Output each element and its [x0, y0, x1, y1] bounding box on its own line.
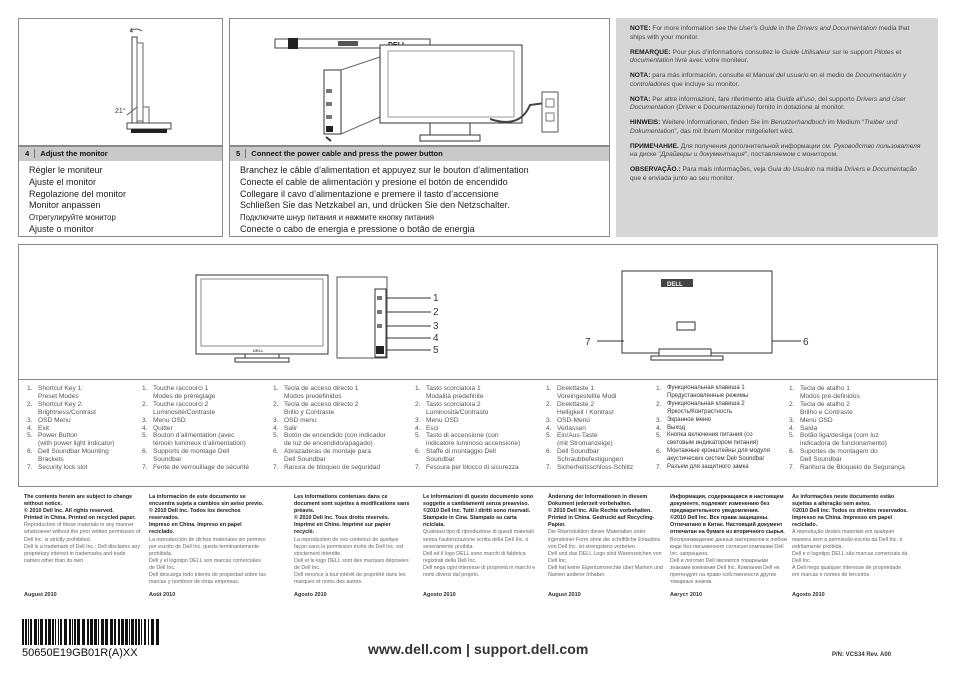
step5-header [230, 147, 609, 161]
legend-item [27, 425, 155, 433]
callout-1: 1 [433, 293, 439, 304]
barcode-bar [98, 619, 99, 645]
legend-item-number: 2. [273, 400, 279, 408]
step5-text-panel [229, 146, 610, 237]
legend-item-text: Botão liga/desliga (com luz indicadora de funcionamento) [800, 432, 887, 448]
legend-column [142, 385, 270, 472]
step5-illustration-panel [229, 18, 610, 146]
legal-column [149, 494, 266, 586]
legend-item-text: Ranura de bloqueo de seguridad [284, 464, 381, 472]
legal-column [792, 494, 909, 579]
barcode-bar [34, 619, 37, 645]
callout-7: 7 [585, 337, 591, 348]
legend-item-text: Fessura per blocco di sicurezza [426, 464, 519, 472]
barcode-bar [58, 619, 59, 645]
legend-item [415, 417, 543, 425]
legend-item [415, 432, 543, 448]
legend-item-text: Tecla de atalho 2 Brilho e Contraste [800, 400, 853, 416]
barcode-bar [52, 619, 54, 645]
step5-line: Conecte el cable de alimentación y presione el botón de encendido [240, 176, 508, 187]
step4-line: Régler le moniteur [29, 165, 103, 175]
barcode-bar [28, 619, 29, 645]
legend-item-number: 2. [27, 400, 33, 408]
legend-item [656, 385, 784, 401]
legend-item [789, 464, 917, 472]
legend-item-text: Dell Soundbar Mounting Brackets [38, 448, 109, 464]
legend-item-text: Dell Soundbar Schraubbefestigungen [557, 448, 623, 464]
legend-item-number: 4. [546, 424, 552, 432]
legend-item [142, 417, 270, 425]
legend-item-text: Экранное меню [667, 416, 711, 423]
legend-item-text: Tecla de acceso directo 1 Modos predefinidos [284, 385, 359, 400]
legend-item-number: 7. [546, 464, 552, 472]
legend-item-number: 1. [546, 385, 552, 392]
legend-item [415, 448, 543, 464]
legend-item [142, 448, 270, 464]
legal-body: A reprodução destes materiais em qualquer maneira sem a permissão escrita da Dell Inc. é estritamente proibida. Dell e o logotipo DELL são marcas comerciais da Dell Inc. A Dell nega qualquer interesse de propriedade em marcas e nomes de terceiros. [792, 529, 908, 579]
power-connection-illustration [230, 19, 611, 147]
barcode-bar [151, 619, 154, 645]
barcode-bar [45, 619, 47, 645]
notes-panel [616, 18, 938, 237]
legend-column [656, 385, 784, 472]
legend-item-text: Security lock slot [38, 464, 88, 472]
legend-item [789, 417, 917, 425]
legend-item-text: Menu OSD [800, 416, 833, 424]
legend-item-number: 3. [415, 416, 421, 424]
legend-item [142, 385, 270, 401]
step4-illustration-panel [18, 18, 223, 146]
barcode-bar [138, 619, 140, 645]
legend-item-number: 3. [273, 416, 279, 424]
legend-item-number: 1. [415, 385, 421, 392]
legend-item-text: Tasto scorciatoia 2 Luminosità/Contrasto [426, 400, 489, 416]
legend-item-number: 4. [789, 424, 795, 432]
legal-date: August 2010 [24, 592, 57, 598]
legend-item-text: Выход [667, 424, 685, 431]
legend-item-text: Suportes de montagem do Dell Soundbar [800, 448, 878, 464]
note-ru: ПРИМЕЧАНИЕ. Для получения дополнительной информации см. Руководство пользователя на диске "Драйверы и документация", поставляемом с монитором. [630, 142, 921, 158]
legend-item [273, 464, 401, 472]
barcode-bar [129, 619, 130, 645]
barcode-bar [72, 619, 73, 645]
legend-item-number: 7. [415, 464, 421, 472]
legend-item-number: 4. [142, 424, 148, 432]
legend-item-text: Разъем для защитного замка [667, 464, 749, 471]
legend-item [546, 432, 674, 448]
legend-item [273, 401, 401, 417]
legend-item [142, 432, 270, 448]
legend-item [27, 417, 155, 425]
legend-item-text: Tasto scorciatoia 1 Modalità predefinite [426, 385, 484, 400]
part-number: P/N: VCS34 Rev. A00 [832, 652, 892, 658]
legend-item [415, 385, 543, 401]
legend-item-number: 5. [656, 432, 662, 440]
barcode-bar [105, 619, 108, 645]
note-pt: OBSERVAÇÃO.: Para mais informações, veja Guia do Usuário na mídia Drivers e Documentação que é enviada junto ao seu monitor. [630, 166, 917, 182]
barcode-bar [125, 619, 128, 645]
legend-item-text: Power Button (with power light indicator) [38, 432, 115, 448]
barcode-bar [48, 619, 51, 645]
step4-line: Отрегулируйте монитор [29, 213, 116, 223]
step4-line: Ajuste o monitor [29, 223, 95, 234]
legend-item [656, 464, 784, 472]
step5-line: Conecte o cabo de energia e pressione o botão de energia [240, 223, 475, 234]
legend-item-number: 6. [789, 448, 795, 456]
barcode-bar [144, 619, 146, 645]
legend-item [27, 401, 155, 417]
barcode-bar [38, 619, 39, 645]
legend-item-text: Menu OSD [153, 416, 186, 424]
legal-heading: The contents herein are subject to change without notice. © 2010 Dell Inc. All rights reserved. Printed in China. Printed on recycled paper. [24, 494, 136, 522]
legend-item-number: 5. [273, 432, 279, 440]
legend-item-number: 6. [273, 448, 279, 456]
dell-logo: DELL [667, 282, 683, 288]
legend-item-text: Shortcut Key 1: Preset Modes [38, 385, 84, 400]
barcode-bar [148, 619, 149, 645]
legend-item [656, 425, 784, 433]
legend-item-text: Ein/Aus-Taste (mit Stromanzeige) [557, 432, 613, 448]
legend-item [546, 417, 674, 425]
step5-translations [240, 165, 529, 236]
note-de: HINWEIS: Weitere Informationen, finden Sie im Benutzerhandbuch im Medium “Treiber und Dokumentation”, das mit Ihrem Monitor mitgeliefert wird. [630, 119, 898, 135]
barcode-bar [82, 619, 85, 645]
barcode-bar [87, 619, 89, 645]
legend-item-number: 4. [656, 424, 662, 432]
legal-date: Agosto 2010 [792, 592, 825, 598]
legend-item-text: Функциональная клавиша 1 Предустановленные режимы [667, 385, 749, 399]
legend-item-number: 2. [546, 400, 552, 408]
legend-item [546, 464, 674, 472]
barcode [22, 619, 162, 645]
legal-column [24, 494, 141, 565]
legal-heading: Le informazioni di questo documento sono soggette a cambiamenti senza preavviso. ©2010 Dell Inc. Tutti i diritti sono riservati. Stampato in Cina. Stampato su carta riciclata. [423, 494, 534, 529]
legend-item [789, 425, 917, 433]
legend-item [273, 385, 401, 401]
legend-column [273, 385, 401, 472]
legend-item-number: 7. [789, 464, 795, 472]
legend-item [27, 464, 155, 472]
legend-item-text: Tasto di accensione (con indicatore luminoso accensione) [426, 432, 521, 448]
legend-item-text: Menu OSD [426, 416, 459, 424]
legend-item [27, 385, 155, 401]
step4-title: Adjust the monitor [40, 149, 108, 158]
legend-item [789, 401, 917, 417]
legend-item-text: Функциональная клавиша 2 Яркость/Контрастность [667, 400, 745, 415]
legend-item [273, 425, 401, 433]
legend-item-text: Touche raccourci 2 Luminosité/Contraste [153, 400, 216, 416]
callout-4: 4 [433, 333, 439, 344]
barcode-bar [77, 619, 80, 645]
barcode-bar [60, 619, 62, 645]
legend-item-number: 6. [142, 448, 148, 456]
legend-item-number: 5. [142, 432, 148, 440]
legend-item [789, 448, 917, 464]
step4-number: 4 [25, 149, 35, 158]
barcode-bar [121, 619, 124, 645]
legend-item-text: OSD Menu [38, 416, 71, 424]
legend-item [656, 432, 784, 448]
barcode-bar [40, 619, 43, 645]
barcode-bar [22, 619, 24, 645]
note-fr: REMARQUE: Pour plus d’informations consultez le Guide Utilisateur sur le support Pilotes et documentation livré avec votre moniteur. [630, 48, 902, 64]
legend-item-number: 7. [142, 464, 148, 472]
legend-item [415, 464, 543, 472]
legend-item-number: 4. [273, 424, 279, 432]
step5-line: Подключите шнур питания и нажмите кнопку питания [240, 213, 434, 223]
legend-item [273, 417, 401, 425]
legend-item-text: Bouton d’alimentation (avec témoin lumineux d’alimentation) [153, 432, 246, 448]
legend-item-number: 5. [27, 432, 33, 440]
legend-item-text: Direkttaste 1 Voreingestellte Modi [557, 385, 617, 400]
legend-item-text: Tecla de acceso directo 2 Brillo y Contraste [284, 400, 359, 416]
callout-3: 3 [433, 321, 439, 332]
legend-item-text: Abrazaderas de montaje para Dell Soundbar [284, 448, 371, 464]
barcode-bar [135, 619, 137, 645]
legend-item-text: Direkttaste 2 Helligkeit / Kontrast [557, 400, 614, 416]
legend-item-number: 1. [273, 385, 279, 392]
step4-header [19, 147, 222, 161]
legend-item-number: 6. [415, 448, 421, 456]
legend-item [142, 425, 270, 433]
barcode-bar [30, 619, 32, 645]
legend-item [142, 401, 270, 417]
note-es: NOTA: para más información, consulte el Manual del usuario en el medio de Documentación y controladores que incluye su monitor. [630, 72, 907, 88]
legend-item [142, 464, 270, 472]
legend-item-number: 7. [273, 464, 279, 472]
legend-item [656, 401, 784, 417]
legend-item [27, 432, 155, 448]
legal-heading: Информация, содержащаяся в настоящем документе, подлежит изменению без предварительного уведомления. ©2010 Dell Inc. Все права защищены. Отпечатано в Китае. Настоящий документ отпечатан на бумаге из вторичного сырья. [670, 494, 785, 536]
legend-item-text: Quitter [153, 424, 173, 432]
barcode-number: 50650E19GB01R(A)XX [22, 647, 138, 659]
legend-item-text: Salir [284, 424, 298, 432]
legal-date: August 2010 [548, 592, 581, 598]
legend-item-number: 2. [142, 400, 148, 408]
legend-item-number: 3. [656, 416, 662, 424]
legal-column [294, 494, 411, 586]
legend-item [27, 448, 155, 464]
legend-item-number: 4. [27, 424, 33, 432]
legal-body: Воспроизведение данных материалов в любом виде без письменного согласия компании Dell Inc. запрещено. Dell и логотип Dell являются товарными знаками компании Dell Inc. Компания Dell не претендует на право собственности других товарных знаков. [670, 536, 787, 586]
note-it: NOTA: Per altre informazioni, fare riferimento alla Guida all’uso, del supporto Drivers and User Documentation (Driver e Documentazione) fornito in dotazione al monitor. [630, 95, 906, 111]
callout-5: 5 [433, 345, 439, 356]
legend-item-number: 7. [27, 464, 33, 472]
legal-body: La reproduction de ces contenus de quelque façon sans la permission écrite de Dell Inc. est strictement interdite. Dell et le logo DELL sont des marques déposées de Dell Inc. Dell renonce à tout intérêt de propriété dans les marques et noms des autres. [294, 536, 409, 586]
legal-column [670, 494, 787, 586]
legal-body: Qualsiasi tipo di riproduzione di questi materiali senza l’autorizzazione scritta della Dell Inc. è severamente proibita. Dell ed il logo DELL sono marchi di fabbrica registrati della Dell Inc. Dell nega ogni interesse di proprietà in marchi e nomi diversi dal proprio. [423, 529, 536, 579]
legend-item-number: 5. [789, 432, 795, 440]
callout-2: 2 [433, 307, 439, 318]
legend-item-text: Монтажные кронштейны для модуля акустических систем Dell Soundbar [667, 448, 770, 463]
legend-item-number: 6. [656, 448, 662, 456]
legend-item-text: Tecla de atalho 1 Modos pré-definidos [800, 385, 860, 400]
features-divider [19, 379, 937, 380]
legend-item-number: 1. [27, 385, 33, 392]
barcode-bar [94, 619, 97, 645]
legal-heading: Les informations contenues dans ce document sont sujettes à modifications sans préavis. © 2010 Dell Inc. Tous droits réservés. Imprimé en Chine. Imprimé sur papier recyclé. [294, 494, 410, 536]
legend-item-text: Кнопка включения питания (со световым индикатором питания) [667, 432, 759, 447]
step4-line: Monitor anpassen [29, 200, 101, 211]
step4-text-panel [18, 146, 223, 237]
legend-item [546, 385, 674, 401]
legend-item-number: 3. [27, 416, 33, 424]
legend-column [415, 385, 543, 472]
barcode-bar [101, 619, 104, 645]
legend-item-text: Esci [426, 424, 439, 432]
legend-item [546, 401, 674, 417]
legend-item-text: Ranhura de Bloqueio de Segurança [800, 464, 905, 472]
legend-item [546, 425, 674, 433]
barcode-bar [141, 619, 142, 645]
legend-item [415, 425, 543, 433]
legend-column [789, 385, 917, 472]
barcode-bar [131, 619, 134, 645]
barcode-bar [74, 619, 76, 645]
legend-item-number: 5. [546, 432, 552, 440]
legend-item-number: 2. [415, 400, 421, 408]
legend-item-text: Staffe di montaggio Dell Soundbar [426, 448, 496, 464]
legend-item-number: 4. [415, 424, 421, 432]
legend-item-text: Shortcut Key 2: Brightness/Contrast [38, 400, 96, 416]
legend-item-text: Supports de montage Dell Soundbar [153, 448, 230, 464]
barcode-bar [64, 619, 67, 645]
legal-date: Agosto 2010 [423, 592, 456, 598]
legal-heading: Änderung der Informationen in diesem Dokument jederzeit vorbehalten. © 2010 Dell Inc. Alle Rechte vorbehalten. Printed in China. Gedruckt auf Recycling-Papier. [548, 494, 655, 529]
legend-item-number: 6. [546, 448, 552, 456]
legal-column [548, 494, 665, 579]
legend-item-text: Sicherheitsschloss-Schlitz [557, 464, 634, 472]
legend-item [656, 448, 784, 464]
legal-date: Август 2010 [670, 592, 703, 598]
step4-line: Regolazione del monitor [29, 188, 127, 199]
legend-item-number: 2. [789, 400, 795, 408]
legend-column [27, 385, 155, 472]
legend-item [273, 448, 401, 464]
legend-item-text: Fente de verrouillage de sécurité [153, 464, 250, 472]
legal-heading: As informações neste documento estão sujeitas a alteração sem aviso. ©2010 Dell Inc. Todos os direitos reservados. Impresso na China. Impresso em papel reciclado. [792, 494, 908, 529]
legend-item-number: 5. [415, 432, 421, 440]
legend-item-text: OSD-Menü [557, 416, 590, 424]
legend-item-text: Botón de encendido (con indicador de luz de encendido/apagado) [284, 432, 386, 448]
legend-item-text: Verlassen [557, 424, 586, 432]
legend-item-number: 1. [789, 385, 795, 392]
callout-6: 6 [803, 337, 809, 348]
step4-translations [29, 165, 126, 236]
legal-date: Agosto 2010 [294, 592, 327, 598]
legal-column [423, 494, 540, 579]
legal-body: Reproduction of these materials in any manner whatsoever without the prior written permission of Dell Inc. is strictly prohibited. Dell is a trademark of Dell Inc.; Dell disclaims any proprietary interest in trademarks and trade names other than its own. [24, 522, 141, 564]
barcode-bar [114, 619, 116, 645]
legend-item-text: OSD menu [284, 416, 317, 424]
legend-item [415, 401, 543, 417]
support-url[interactable]: www.dell.com | support.dell.com [368, 641, 589, 657]
tilt-angle-label: 21° [115, 108, 126, 115]
legend-item [273, 432, 401, 448]
legal-body: Die Reproduktion dieser Materialien unter irgendeiner Form ohne die schriftliche Erlaubnis von Dell Inc. ist strengstens verboten. Dell und das DELL Logo sind Warenzeichen von Dell Inc. Dell hat keine Eigentumsrechte über Marken und Namen anderer Inhaber. [548, 529, 663, 579]
legend-item-number: 3. [546, 416, 552, 424]
legend-item [789, 385, 917, 401]
barcode-bar [55, 619, 56, 645]
barcode-bar [118, 619, 120, 645]
barcode-bar [110, 619, 113, 645]
legend-item-number: 1. [656, 385, 662, 392]
dell-logo: DELL [253, 348, 264, 353]
legend-item [789, 432, 917, 448]
monitor-tilt-illustration [19, 19, 224, 147]
legend-item-number: 2. [656, 400, 662, 408]
legend-item-text: Touche raccourci 1 Modes de préréglage [153, 385, 216, 400]
legend-item [546, 448, 674, 464]
legend-item-text: Saída [800, 424, 818, 432]
monitor-features-illustration [19, 245, 937, 373]
legend-column [546, 385, 674, 472]
barcode-bar [156, 619, 159, 645]
legal-heading: La información de este documento se encuentra sujeta a cambios sin aviso previo. © 2010 Dell Inc. Todos los derechos reservados. Impreso en China. Impreso en papel reciclado. [149, 494, 264, 536]
step5-title: Connect the power cable and press the power button [251, 149, 443, 158]
legend-item [656, 417, 784, 425]
note-en: NOTE: For more information see the User’s Guide in the Drivers and Documentation media that ships with your monitor. [630, 25, 910, 41]
step5-number: 5 [236, 149, 246, 158]
legend-item-number: 7. [656, 464, 662, 472]
legend-item-number: 3. [789, 416, 795, 424]
step5-line: Collegare il cavo d’alimentazione e premere il tasto d’accensione [240, 188, 499, 199]
barcode-bar [69, 619, 71, 645]
legal-body: La reproducción de dichos materiales sin permiso por escrito de Dell Inc. queda terminantemente prohibida. Dell y el logotipo DELL son marcas comerciales de Dell Inc. Dell descarga todo interés de propiedad sobre las marcas y nombres de otras empresas. [149, 536, 266, 586]
barcode-bar [25, 619, 27, 645]
step4-line: Ajuste el monitor [29, 176, 97, 187]
legal-date: Août 2010 [149, 592, 176, 598]
step5-line: Schließen Sie das Netzkabel an, und drücken Sie den Netzschalter. [240, 200, 510, 211]
legend-item-number: 3. [142, 416, 148, 424]
legend-item-number: 6. [27, 448, 33, 456]
step5-line: Branchez le câble d’alimentation et appuyez sur le bouton d’alimentation [240, 165, 529, 175]
legend-item-text: Exit [38, 424, 49, 432]
barcode-bar [90, 619, 93, 645]
legend-item-number: 1. [142, 385, 148, 392]
